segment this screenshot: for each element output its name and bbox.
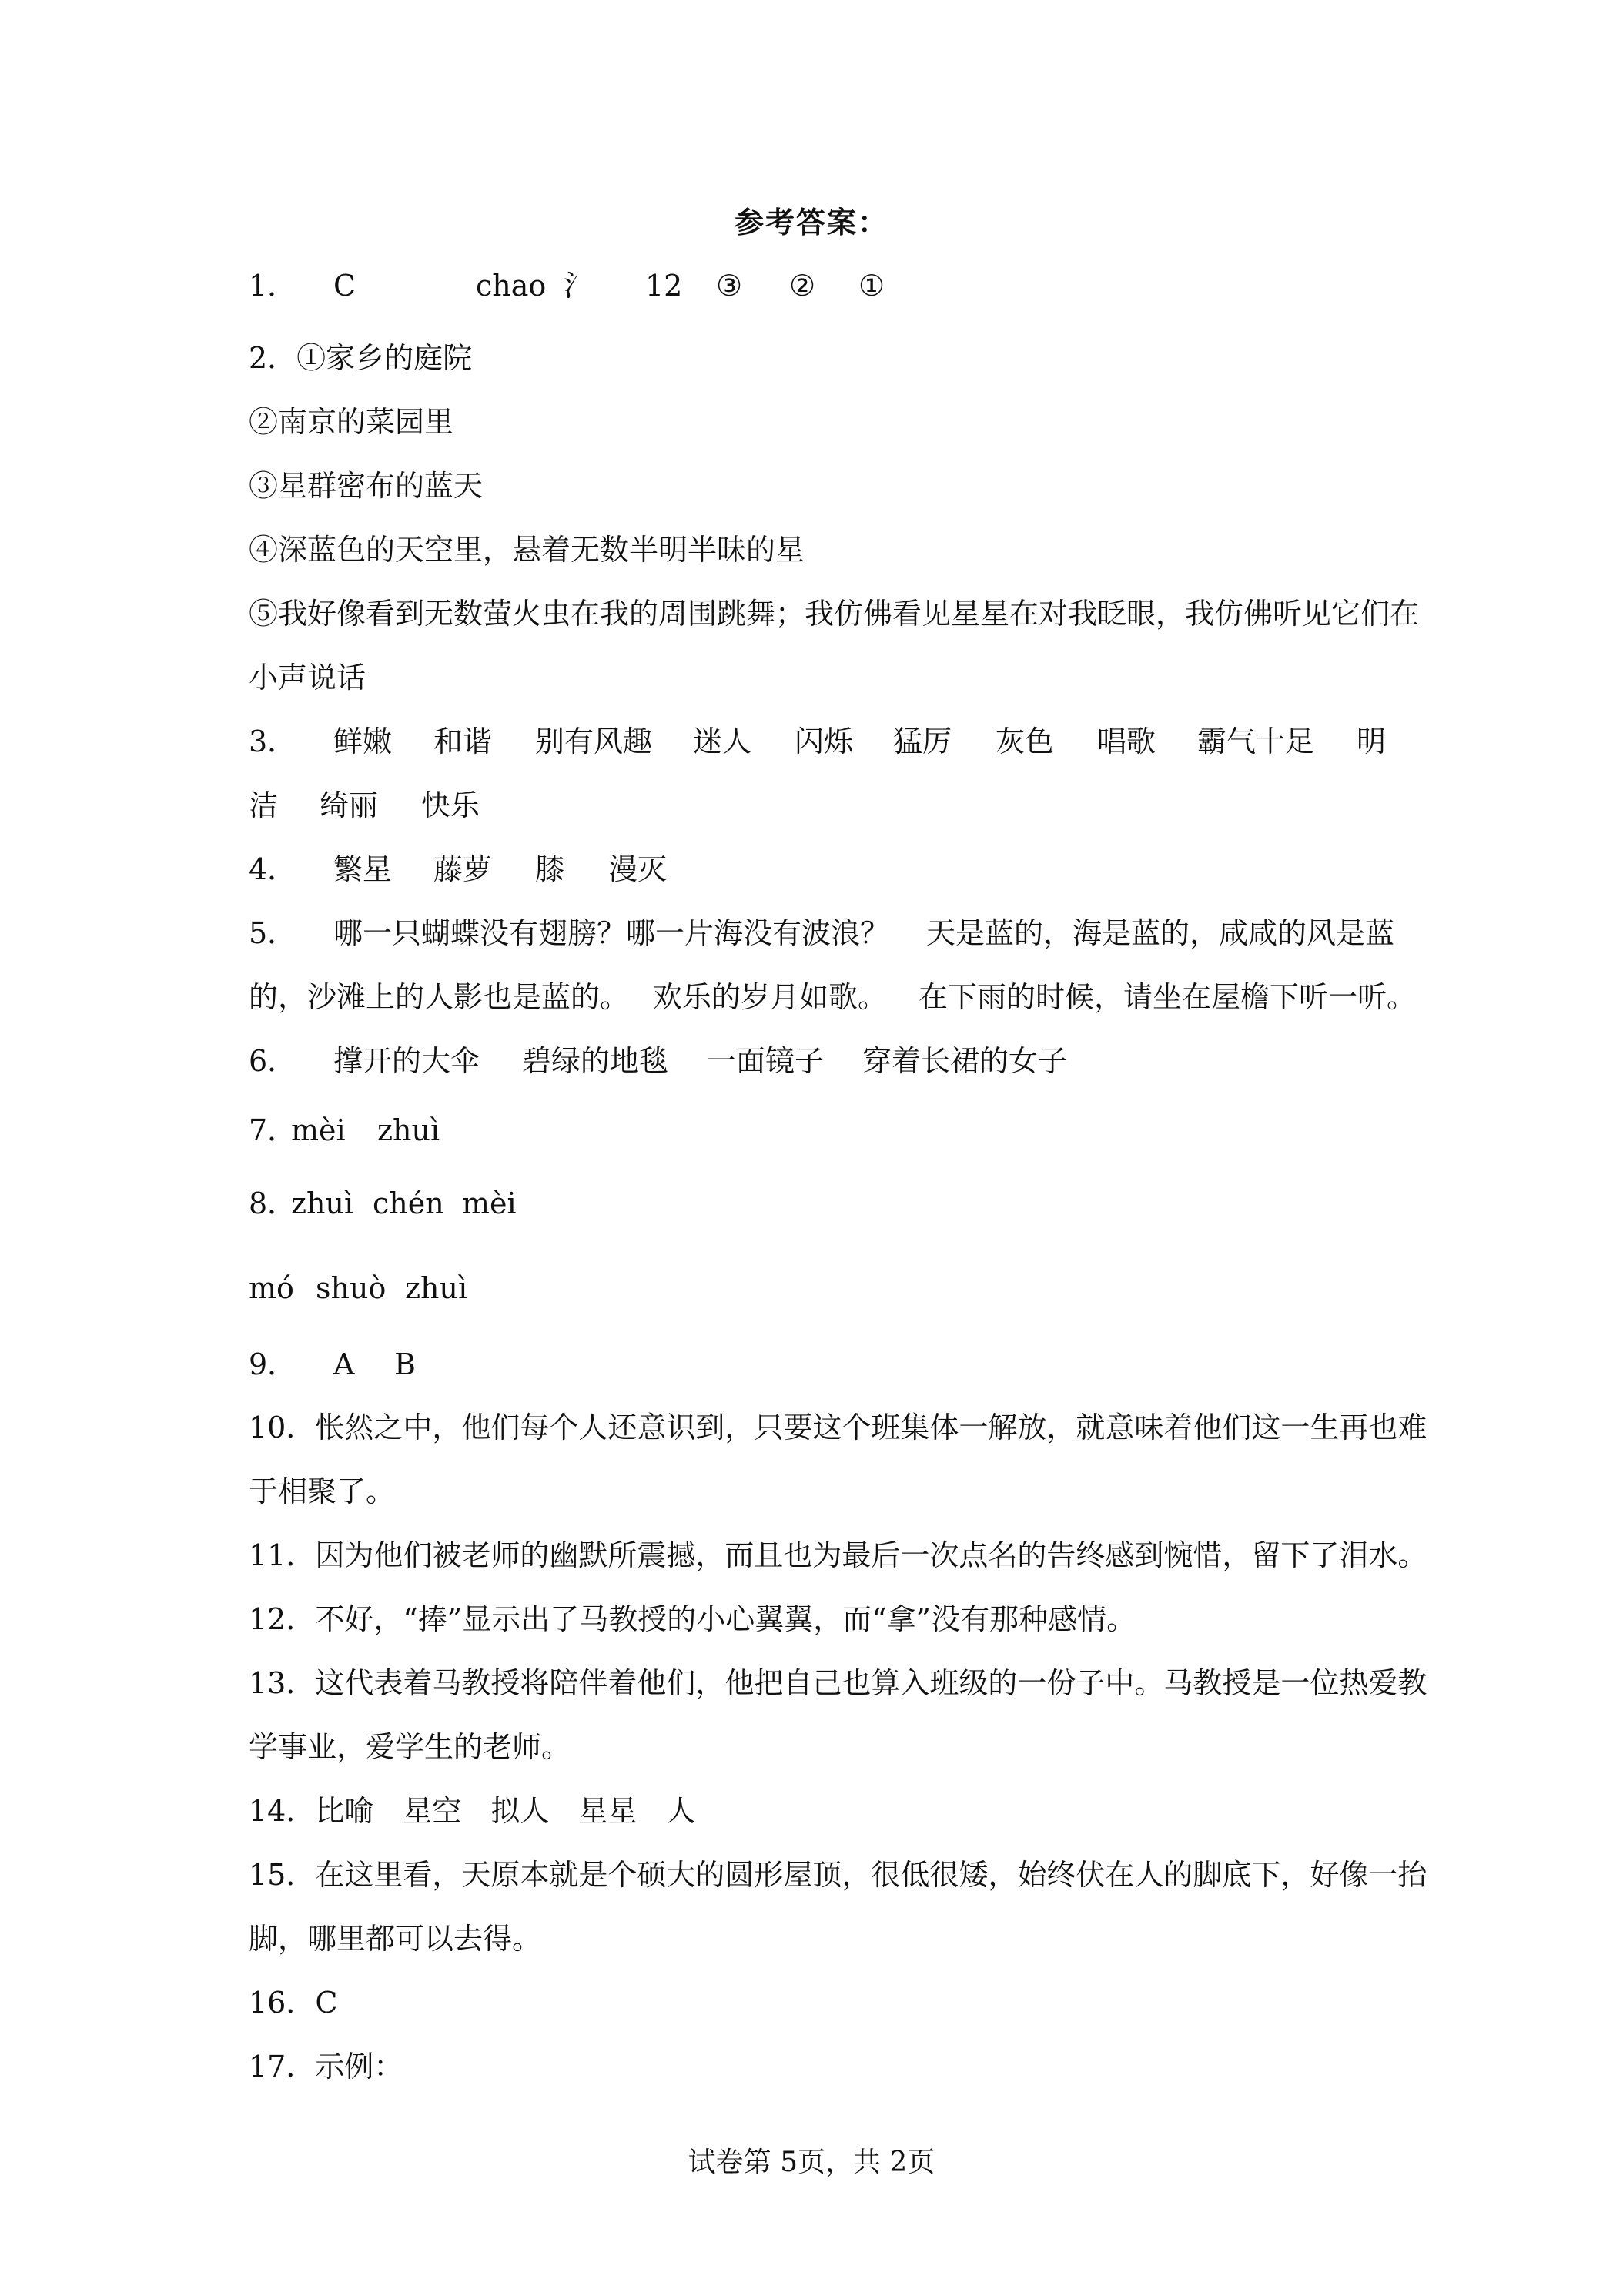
answer-3-item: 迷人 [693,725,752,758]
answer-7-item: zhuì [377,1113,440,1147]
answer-4-number: 4． [249,852,297,886]
answer-6-item: 穿着长裙的女子 [862,1044,1068,1078]
answer-line: 脚，哪里都可以去得。 [249,1922,542,1956]
page-footer: 试卷第 5页，共 2页 [688,2147,935,2178]
answer-5-item: 天是蓝的，海是蓝的，咸咸的风是蓝 [926,916,1395,950]
answer-3-item: 唱歌 [1097,725,1156,758]
answer-3-item: 和谐 [433,725,493,758]
answer-1-item: C [333,269,356,303]
answer-3-item: 别有风趣 [535,725,653,758]
answer-line: 17．示例： [249,2050,403,2083]
answer-1-number: 1． [249,269,297,303]
answer-line: 12．不好，“捧”显示出了马教授的小心翼翼，而“拿”没有那种感情。 [249,1602,1136,1636]
answer-4-item: 漫灭 [608,852,668,886]
answer-line: 14．比喻 星空 拟人 星星 人 [249,1794,696,1828]
answer-4-item: 藤萝 [433,852,493,886]
answer-line: 11．因为他们被老师的幽默所震撼，而且也为最后一次点名的告终感到惋惜，留下了泪水。 [249,1538,1427,1572]
answer-2-line: ③星群密布的蓝天 [249,469,484,503]
answer-1-item: 12 [645,269,683,303]
answer-8-item: mèi [462,1186,517,1220]
answer-1-item: chao [476,269,547,303]
answer-line: 13．这代表着马教授将陪伴着他们，他把自己也算入班级的一份子中。马教授是一位热爱教 [249,1666,1427,1700]
answer-8-item: zhuì [291,1186,354,1220]
answer-5-number: 5． [249,916,297,950]
answer-8-item: shuò [316,1271,387,1305]
answer-2-line: 2．①家乡的庭院 [249,341,473,375]
answer-2-line: ④深蓝色的天空里，悬着无数半明半昧的星 [249,533,805,567]
answer-5-item: 在下雨的时候，请坐在屋檐下听一听。 [919,980,1417,1014]
answer-3-item: 洁 [249,788,279,822]
answer-2-line: 小声说话 [249,661,366,694]
answer-line: 10．怅然之中，他们每个人还意识到，只要这个班集体一解放，就意味着他们这一生再也难 [249,1411,1427,1444]
answer-7-number: 7． [249,1113,297,1147]
answer-line: 于相聚了。 [249,1474,396,1508]
answer-4-item: 膝 [535,852,565,886]
answer-line: 16．C [249,1986,338,2020]
answer-3-item: 绮丽 [320,788,379,822]
answer-8-number: 8． [249,1186,297,1220]
answer-9-item: B [394,1347,416,1381]
answer-3-item: 鲜嫩 [333,725,393,758]
answer-8-item: zhuì [405,1271,468,1305]
answer-3-item: 灰色 [996,725,1055,758]
answer-1-item: ② [789,269,816,303]
answer-3-item: 快乐 [421,788,480,822]
answer-3-item: 闪烁 [795,725,854,758]
answer-5-item: 哪一只蝴蝶没有翅膀？哪一片海没有波浪？ [333,916,890,950]
answer-9-item: A [333,1347,355,1381]
answer-7-item: mèi [291,1113,346,1147]
answer-1-item: ③ [716,269,743,303]
answer-5-item: 欢乐的岁月如歌。 [653,980,888,1014]
answer-3-item: 明 [1357,725,1387,758]
answer-3-item: 霸气十足 [1197,725,1315,758]
answer-3-item: 猛厉 [893,725,952,758]
answer-1-item: 氵 [564,269,594,303]
answer-2-line: ②南京的菜园里 [249,405,454,439]
answer-6-item: 撑开的大伞 [333,1044,480,1078]
answer-1-item: ① [858,269,885,303]
answer-4-item: 繁星 [333,852,393,886]
answer-9-number: 9． [249,1347,297,1381]
answer-6-number: 6． [249,1044,297,1078]
answer-6-item: 碧绿的地毯 [522,1044,669,1078]
page-title: 参考答案： [734,205,888,239]
answer-6-item: 一面镜子 [707,1044,825,1078]
answer-5-item: 的，沙滩上的人影也是蓝的。 [249,980,630,1014]
answer-line: 15．在这里看，天原本就是个硕大的圆形屋顶，很低很矮，始终伏在人的脚底下，好像一抬 [249,1858,1427,1892]
answer-line: 学事业，爱学生的老师。 [249,1730,571,1764]
answer-8-item: chén [373,1186,444,1220]
answer-2-line: ⑤我好像看到无数萤火虫在我的周围跳舞；我仿佛看见星星在对我眨眼，我仿佛听见它们在 [249,597,1420,631]
answer-8-item: mó [249,1271,294,1305]
answer-3-number: 3． [249,725,297,758]
